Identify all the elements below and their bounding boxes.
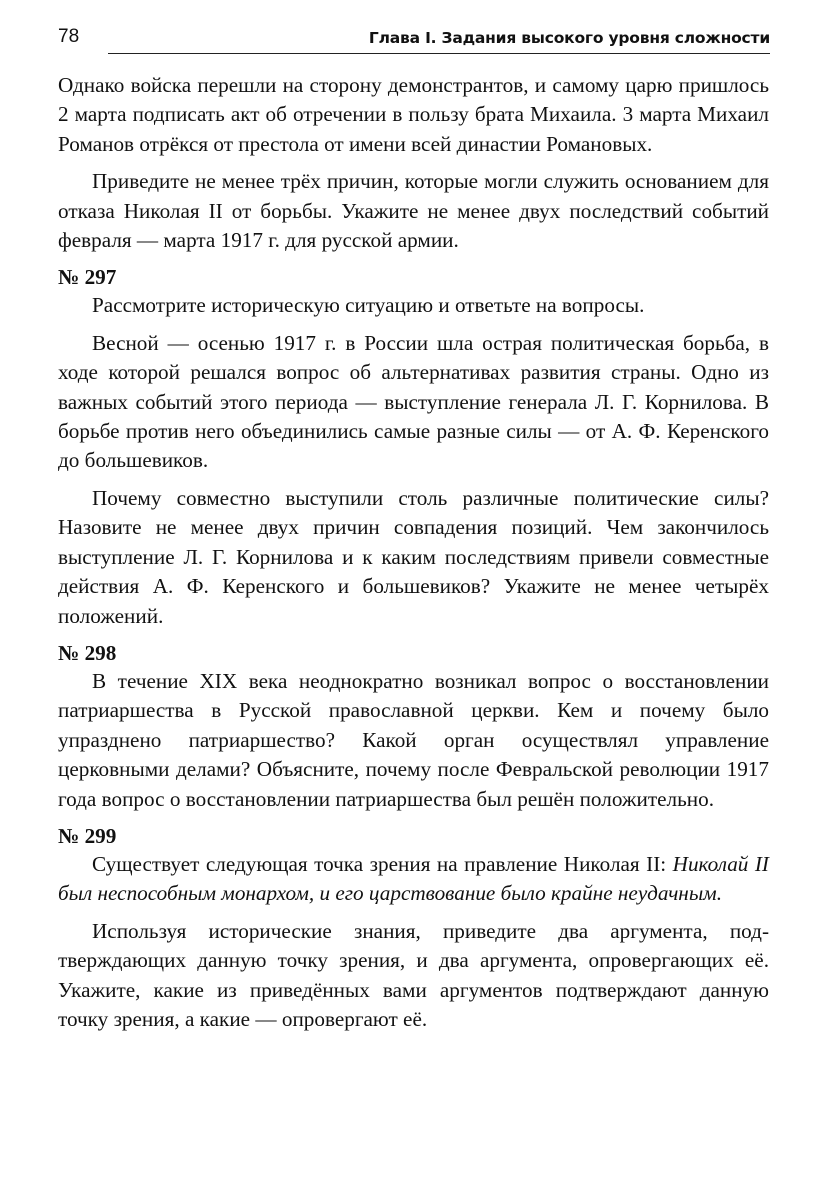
task-297-paragraph-2: Весной — осенью 1917 г. в России шла острая политическая борьба, в ходе которой решался вопрос об альтернативах развития страны. Одно из важных событий этого периода — выступление генерала Л. Г. Корнилова. В борьбе против него объединились самые разные силы — от А. Ф. Керенского до большевиков.	[58, 330, 769, 473]
task-299-paragraph-1	[58, 850, 769, 909]
task-297-number: № 297	[58, 265, 117, 290]
task-297-paragraph-1: Рассмотрите историческую ситуацию и ответьте на вопросы.	[92, 293, 645, 318]
task-299-statement-lead: Существует следующая точка зрения на правление Николая II:	[92, 851, 673, 876]
task-299-statement-quote: Николай II был неспособным монархом, и его царствование было крайне неудачным.	[58, 851, 769, 906]
intro-paragraph-1: Однако войска перешли на сторону демонстрантов, и самому царю пришлось 2 марта подписать акт об отречении в пользу брата Михаила. 3 марта Михаил Романов отрёкся от престола от имени всей династии Романовых.	[58, 73, 769, 156]
page-number: 78	[58, 26, 80, 47]
page-body	[58, 71, 769, 1042]
header-rule	[108, 53, 770, 54]
page-header	[58, 24, 770, 56]
running-title: Глава I. Задания высокого уровня сложности	[368, 29, 770, 47]
task-297-paragraph-3: Почему совместно выступили столь различные политические силы? Назовите не менее двух причин совпадения позиций. Чем закончилось выступление Л. Г. Корнилова и к каким последствиям привели совместные действия А. Ф. Керенского и большевиков? Укажите не менее четырёх положений.	[58, 485, 769, 628]
task-298-number: № 298	[58, 640, 117, 665]
task-299-number: № 299	[58, 823, 117, 848]
task-298-paragraph-1: В течение XIX века неоднократно возникал вопрос о восстановлении патриаршества в Русской православной церкви. Кем и почему было упразднено патриаршество? Какой орган осуществлял управление церковными делами? Объясните, почему после Февральской революции 1917 года вопрос о восстановлении патриаршества был решён положительно.	[58, 668, 769, 811]
task-299-paragraph-2: Используя исторические знания, приведите два аргумента, подтверждающих данную точку зрения, и два аргумента, опровергающих её. Укажите, какие из приведённых вами аргументов подтверждают данную точку зрения, а какие — опровергают её.	[58, 918, 769, 1031]
intro-paragraph-2: Приведите не менее трёх причин, которые могли служить основанием для отказа Николая II от борьбы. Укажите не менее двух последствий событий февраля — марта 1917 г. для русской армии.	[58, 169, 769, 253]
